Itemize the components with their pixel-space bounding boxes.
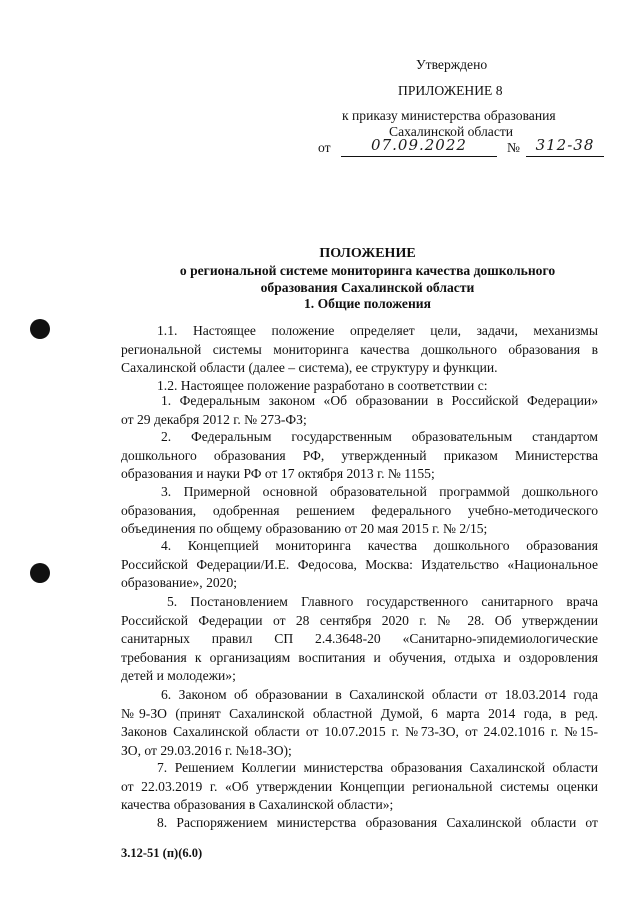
- date-value: 07.09.2022: [371, 136, 467, 154]
- paragraph-line: 8. Распоряжением министерства образования Сахалинской области от: [157, 815, 598, 830]
- paragraph-line: Сахалинской области (далее – система), ее структуру и функции.: [121, 360, 498, 375]
- paragraph-line: качества образования в Сахалинской области»;: [121, 797, 394, 812]
- order-line-1: к приказу министерства образования: [342, 108, 556, 123]
- appendix-label: ПРИЛОЖЕНИЕ 8: [398, 83, 503, 98]
- list-item-3: [121, 483, 598, 539]
- number-field: [526, 136, 604, 157]
- paragraph-line: ЗО, от 29.03.2016 г. №18-ЗО);: [121, 742, 292, 758]
- paragraph-1-1: [121, 322, 598, 378]
- order-line-2: Сахалинской области: [389, 124, 514, 139]
- paragraph-line: 1.2. Настоящее положение разработано в соответствии с:: [157, 378, 488, 393]
- paragraph-line: Российской Федерации от 28 сентября 2020 г. № 28. Об утверждении: [121, 612, 598, 628]
- paragraph-line: 2. Федеральным государственным образовательным стандартом: [161, 429, 598, 444]
- paragraph-line: дошкольного образования РФ, утвержденный приказом Министерства: [121, 447, 598, 463]
- paragraph-line: 1. Федеральным законом «Об образовании в Российской Федерации»: [161, 393, 598, 408]
- date-prefix: от: [318, 140, 331, 155]
- paragraph-line: 6. Законом об образовании в Сахалинской области от 18.03.2014 года: [161, 687, 598, 702]
- paragraph-line: образования, одобренная решением федерального учебно-методического: [121, 502, 598, 518]
- paragraph-line: от 22.03.2019 г. «Об утверждении Концепции региональной системы оценки: [121, 778, 598, 794]
- paragraph-line: №9-ЗО (принят Сахалинской областной Думой, 6 марта 2014 года, в ред.: [121, 705, 598, 721]
- paragraph-line: 1.1. Настоящее положение определяет цели, задачи, механизмы: [157, 323, 598, 338]
- list-item-2: [121, 428, 598, 484]
- document-code: 3.12-51 (п)(6.0): [121, 846, 203, 860]
- paragraph-line: санитарных правил СП 2.4.3648-20 «Санитарно-эпидемиологические: [121, 631, 598, 646]
- paragraph-line: от 29 декабря 2012 г. № 273-ФЗ;: [121, 411, 307, 427]
- paragraph-line: региональной системы мониторинга качества дошкольного образования в: [121, 341, 598, 357]
- doc-subtitle-line-2: образования Сахалинской области: [260, 280, 475, 295]
- approval-label: Утверждено: [416, 57, 488, 72]
- paragraph-line: детей и молодежи»;: [121, 668, 236, 683]
- paragraph-line: требования к организациям воспитания и обучения, отдыха и оздоровления: [121, 649, 598, 665]
- doc-title: ПОЛОЖЕНИЕ: [319, 246, 416, 261]
- punch-hole-bottom: [30, 563, 50, 583]
- list-item-5: [121, 593, 598, 686]
- number-prefix: №: [507, 140, 520, 155]
- punch-hole-top: [30, 319, 50, 339]
- list-item-1: [121, 392, 598, 429]
- paragraph-line: образования и науки РФ от 17 октября 2013 г. № 1155;: [121, 466, 435, 481]
- paragraph-line: 5. Постановлением Главного государственного санитарного врача: [167, 594, 598, 609]
- date-field: [341, 136, 497, 157]
- list-item-6: [121, 686, 598, 760]
- list-item-7: [121, 759, 598, 815]
- paragraph-line: 7. Решением Коллегии министерства образования Сахалинской области: [157, 760, 598, 775]
- paragraph-line: Российской Федерации/И.Е. Федосова, Москва: Издательство «Национальное: [121, 556, 598, 572]
- number-value: 312-38: [535, 136, 595, 154]
- list-item-8: [121, 814, 598, 833]
- paragraph-line: 3. Примерной основной образовательной программой дошкольного: [161, 484, 598, 499]
- paragraph-line: Законов Сахалинской области от 10.07.2015 г. №73-ЗО, от 24.02.1016 г. №15-: [121, 724, 598, 739]
- list-item-4: [121, 537, 598, 593]
- paragraph-line: образование», 2020;: [121, 575, 238, 590]
- paragraph-line: 4. Концепцией мониторинга качества дошкольного образования: [161, 538, 598, 553]
- paragraph-line: объединения по общему образованию от 20 мая 2015 г. № 2/15;: [121, 521, 488, 536]
- section-heading: 1. Общие положения: [304, 296, 431, 311]
- doc-subtitle-line-1: о региональной системе мониторинга качества дошкольного: [179, 263, 556, 278]
